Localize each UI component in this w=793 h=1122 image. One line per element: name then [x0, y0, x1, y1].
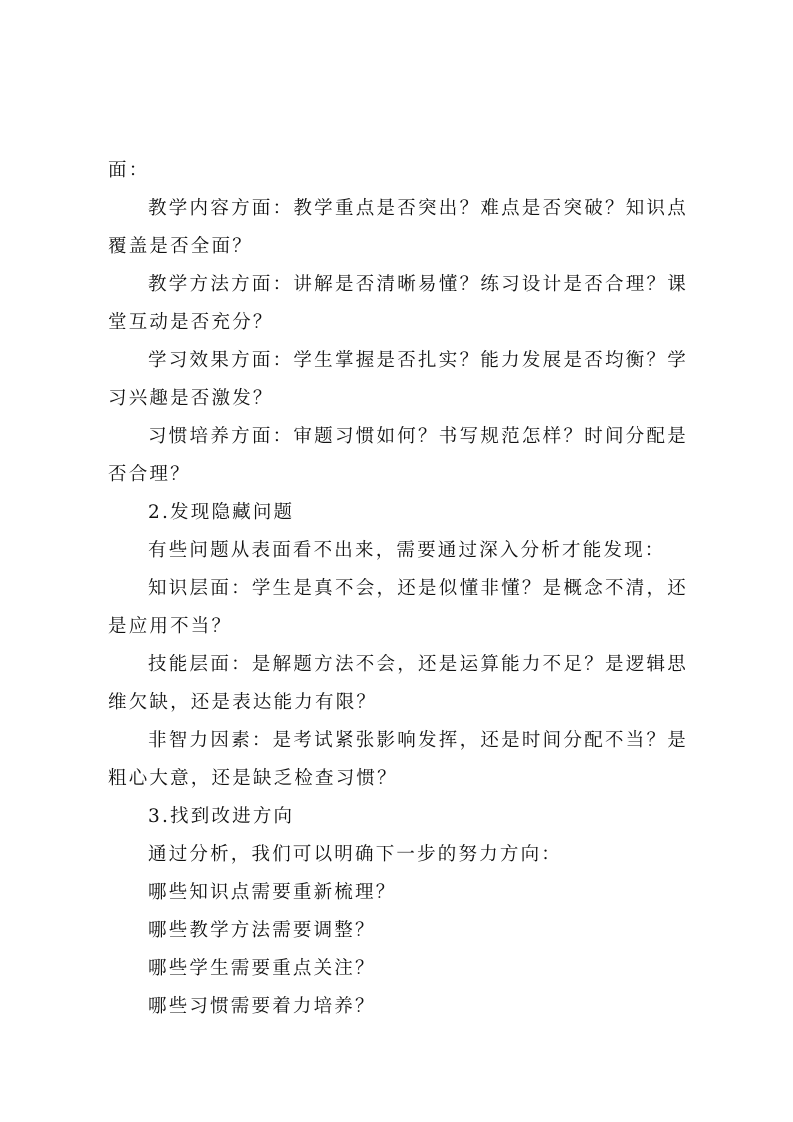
paragraph-knowledge-level: 知识层面：学生是真不会，还是似懂非懂？是概念不清，还是应用不当？ — [108, 578, 688, 637]
section-heading-improvement: 3.找到改进方向 — [148, 806, 295, 827]
paragraph-teaching-method: 教学方法方面：讲解是否清晰易懂？练习设计是否合理？课堂互动是否充分？ — [108, 274, 688, 333]
list-item-students-focus: 哪些学生需要重点关注？ — [148, 958, 376, 979]
paragraph-continuation: 面： — [108, 160, 150, 181]
section-heading-hidden-problems: 2.发现隐藏问题 — [148, 502, 295, 523]
paragraph-learning-effect: 学习效果方面：学生掌握是否扎实？能力发展是否均衡？学习兴趣是否激发？ — [108, 350, 688, 409]
paragraph-hidden-problems-intro: 有些问题从表面看不出来，需要通过深入分析才能发现： — [148, 540, 666, 561]
list-item-teaching-methods: 哪些教学方法需要调整？ — [148, 920, 376, 941]
paragraph-skill-level: 技能层面：是解题方法不会，还是运算能力不足？是逻辑思维欠缺，还是表达能力有限？ — [108, 654, 688, 713]
document-body — [108, 152, 688, 1026]
paragraph-habit-cultivation: 习惯培养方面：审题习惯如何？书写规范怎样？时间分配是否合理？ — [108, 426, 688, 485]
list-item-knowledge-points: 哪些知识点需要重新梳理？ — [148, 882, 397, 903]
list-item-habits: 哪些习惯需要着力培养？ — [148, 996, 376, 1017]
paragraph-improvement-intro: 通过分析，我们可以明确下一步的努力方向： — [148, 844, 563, 865]
paragraph-non-intellectual: 非智力因素：是考试紧张影响发挥，还是时间分配不当？是粗心大意，还是缺乏检查习惯？ — [108, 730, 688, 789]
paragraph-teaching-content: 教学内容方面：教学重点是否突出？难点是否突破？知识点覆盖是否全面？ — [108, 198, 688, 257]
